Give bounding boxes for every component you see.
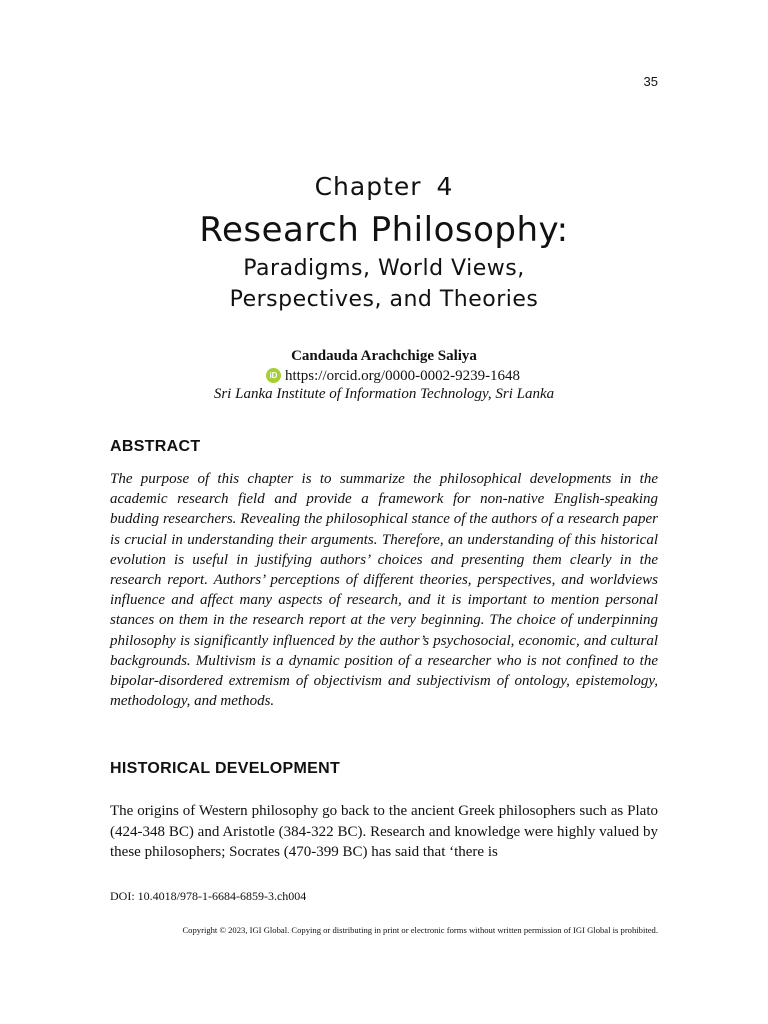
- chapter-title: Research Philosophy:: [199, 210, 569, 250]
- orcid-icon: iD: [266, 368, 281, 383]
- subtitle-line-1: Paradigms, World Views,: [243, 256, 525, 281]
- subtitle-line-2: Perspectives, and Theories: [229, 287, 539, 312]
- historical-development-text: The origins of Western philosophy go back to the ancient Greek philosophers such as Plato (424-348 BC) and Aristotle (384-322 BC). Research and knowledge were highly valued by these philosophers; Socrates (470-399 BC) has said that ‘there is: [110, 803, 658, 860]
- abstract-text: The purpose of this chapter is to summarize the philosophical developments in the academic research field and provide a framework for non-native English-speaking budding researchers. Revealing the philosophical stance of the authors of a research paper is crucial in understanding their arguments. Therefore, an understanding of this historical evolution is useful in justifying authors’ choices and presenting them clearly in the research report. Authors’ perceptions of different theories, perspectives, and worldviews influence and affect many aspects of research, and it is important to mention personal stances on them in the research report at the very beginning. The choice of underpinning philosophy is significantly influenced by the author’s psychosocial, economic, and cultural backgrounds. Multivism is a dynamic position of a researcher who is not confined to the bipolar-disordered extremism of objectivism and subjectivism of ontology, epistemology, methodology, and methods.: [110, 471, 658, 710]
- copyright-notice: Copyright © 2023, IGI Global. Copying or distributing in print or electronic forms without written permission of IGI Global is prohibited.: [182, 925, 658, 935]
- author-affiliation: Sri Lanka Institute of Information Technology, Sri Lanka: [213, 385, 555, 402]
- chapter-label: Chapter 4: [314, 172, 454, 201]
- doi: DOI: 10.4018/978-1-6684-6859-3.ch004: [110, 889, 307, 903]
- historical-development-heading: HISTORICAL DEVELOPMENT: [110, 760, 341, 777]
- chapter-subtitle: [0, 253, 768, 315]
- abstract-heading: ABSTRACT: [110, 438, 201, 455]
- author-block: [0, 347, 768, 403]
- author-name: Candauda Arachchige Saliya: [291, 348, 477, 364]
- orcid-link[interactable]: https://orcid.org/0000-0002-9239-1648: [284, 367, 521, 384]
- page-number: 35: [643, 74, 658, 89]
- orcid-line: [266, 367, 520, 385]
